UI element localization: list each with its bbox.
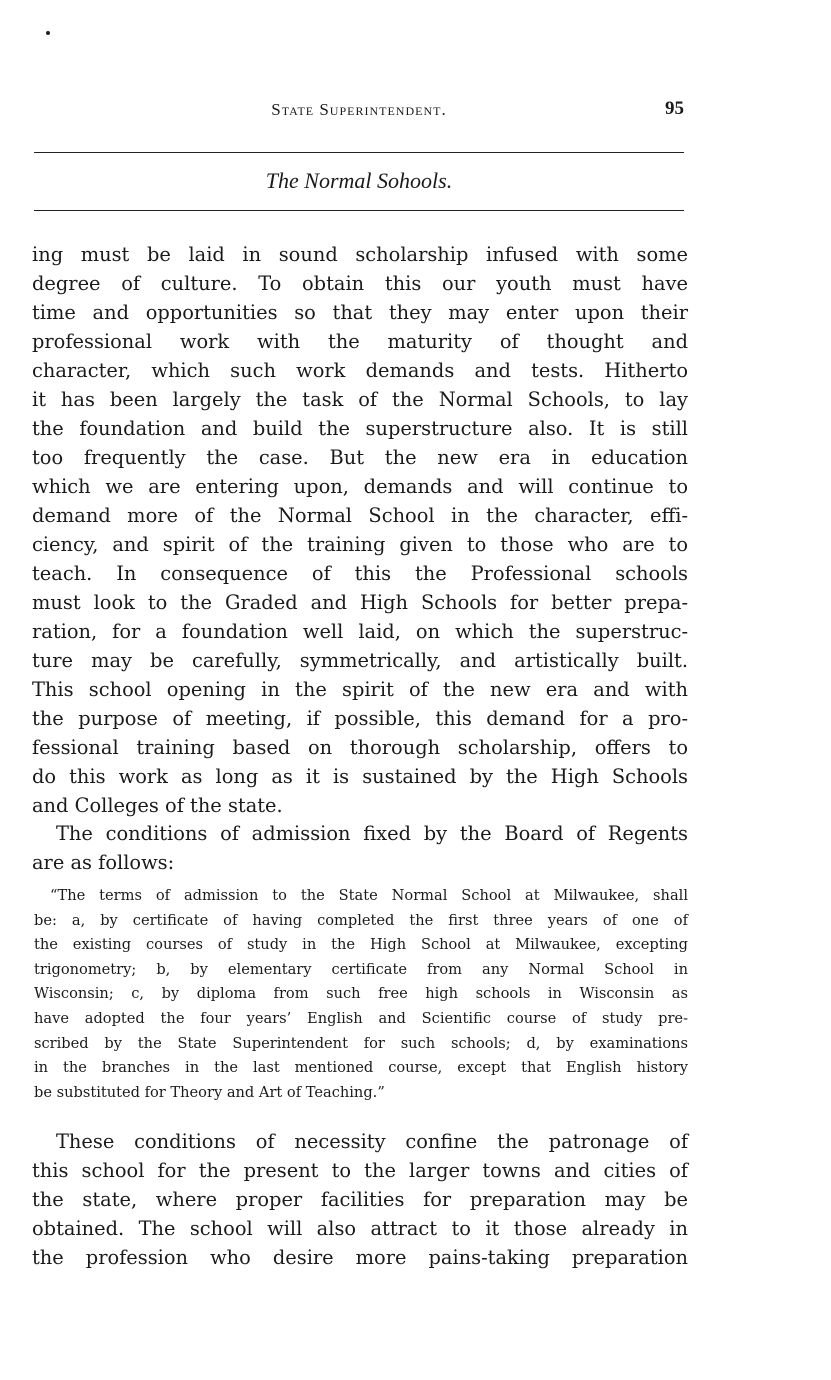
text-line: ciency, and spirit of the training given to those who are to [32, 533, 688, 556]
stray-ink-mark [46, 31, 50, 35]
text-line: ing must be laid in sound scholarship infused with some [32, 243, 688, 266]
text-line: time and opportunities so that they may enter upon their [32, 301, 688, 324]
paragraph-admission-intro [32, 819, 688, 877]
quote-line: trigonometry; b, by elementary certificate from any Normal School in [34, 960, 688, 978]
quote-line: be substituted for Theory and Art of Teaching.” [34, 1083, 385, 1101]
text-line: ture may be carefully, symmetrically, and artistically built. [32, 649, 688, 672]
text-line: teach. In consequence of this the Professional schools [32, 562, 688, 585]
quote-line: in the branches in the last mentioned course, except that English history [34, 1059, 688, 1077]
text-line: The conditions of admission fixed by the Board of Regents [56, 822, 688, 845]
text-line: must look to the Graded and High Schools for better prepa- [32, 591, 688, 614]
text-line: fessional training based on thorough scholarship, offers to [32, 736, 688, 759]
quote-line: Wisconsin; c, by diploma from such free high schools in Wisconsin as [34, 985, 688, 1003]
text-line: it has been largely the task of the Normal Schools, to lay [32, 388, 688, 411]
text-line: character, which such work demands and tests. Hitherto [32, 359, 688, 382]
paragraph-conditions [32, 1127, 688, 1272]
text-line: obtained. The school will also attract to it those already in [32, 1217, 688, 1240]
header-rule-top [34, 152, 684, 153]
text-line: too frequently the case. But the new era in education [32, 446, 688, 469]
text-line: degree of culture. To obtain this our youth must have [32, 272, 688, 295]
text-line: are as follows: [32, 851, 175, 874]
text-line: do this work as long as it is sustained by the High Schools [32, 765, 688, 788]
quote-line: be: a, by certificate of having completed the first three years of one of [34, 911, 688, 929]
running-head [34, 96, 684, 126]
quote-line: “The terms of admission to the State Normal School at Milwaukee, shall [50, 887, 688, 904]
header-rule-bottom [34, 210, 684, 211]
text-line: demand more of the Normal School in the character, effi- [32, 504, 688, 527]
admission-terms-quote [34, 884, 688, 1105]
text-line: These conditions of necessity confine the patronage of [56, 1130, 688, 1153]
text-line: the profession who desire more pains-taking preparation [32, 1246, 688, 1269]
text-line: which we are entering upon, demands and will continue to [32, 475, 688, 498]
text-line: the state, where proper facilities for preparation may be [32, 1188, 688, 1211]
text-line: and Colleges of the state. [32, 794, 283, 817]
quote-line: scribed by the State Superintendent for such schools; d, by examinations [34, 1034, 688, 1052]
text-line: the foundation and build the superstructure also. It is still [32, 417, 688, 440]
page-number: 95 [665, 98, 684, 119]
quote-line: the existing courses of study in the High School at Milwaukee, excepting [34, 936, 688, 954]
quote-line: have adopted the four years’ English and Scientific course of study pre- [34, 1009, 688, 1027]
text-line: professional work with the maturity of thought and [32, 330, 688, 353]
text-line: this school for the present to the larger towns and cities of [32, 1159, 688, 1182]
text-line: the purpose of meeting, if possible, this demand for a pro- [32, 707, 688, 730]
running-title: State Superintendent. [271, 100, 447, 119]
section-title: The Normal Sohools. [265, 168, 453, 193]
paragraph-continued [32, 240, 688, 820]
text-line: This school opening in the spirit of the new era and with [32, 678, 688, 701]
text-line: ration, for a foundation well laid, on which the superstruc- [32, 620, 688, 643]
